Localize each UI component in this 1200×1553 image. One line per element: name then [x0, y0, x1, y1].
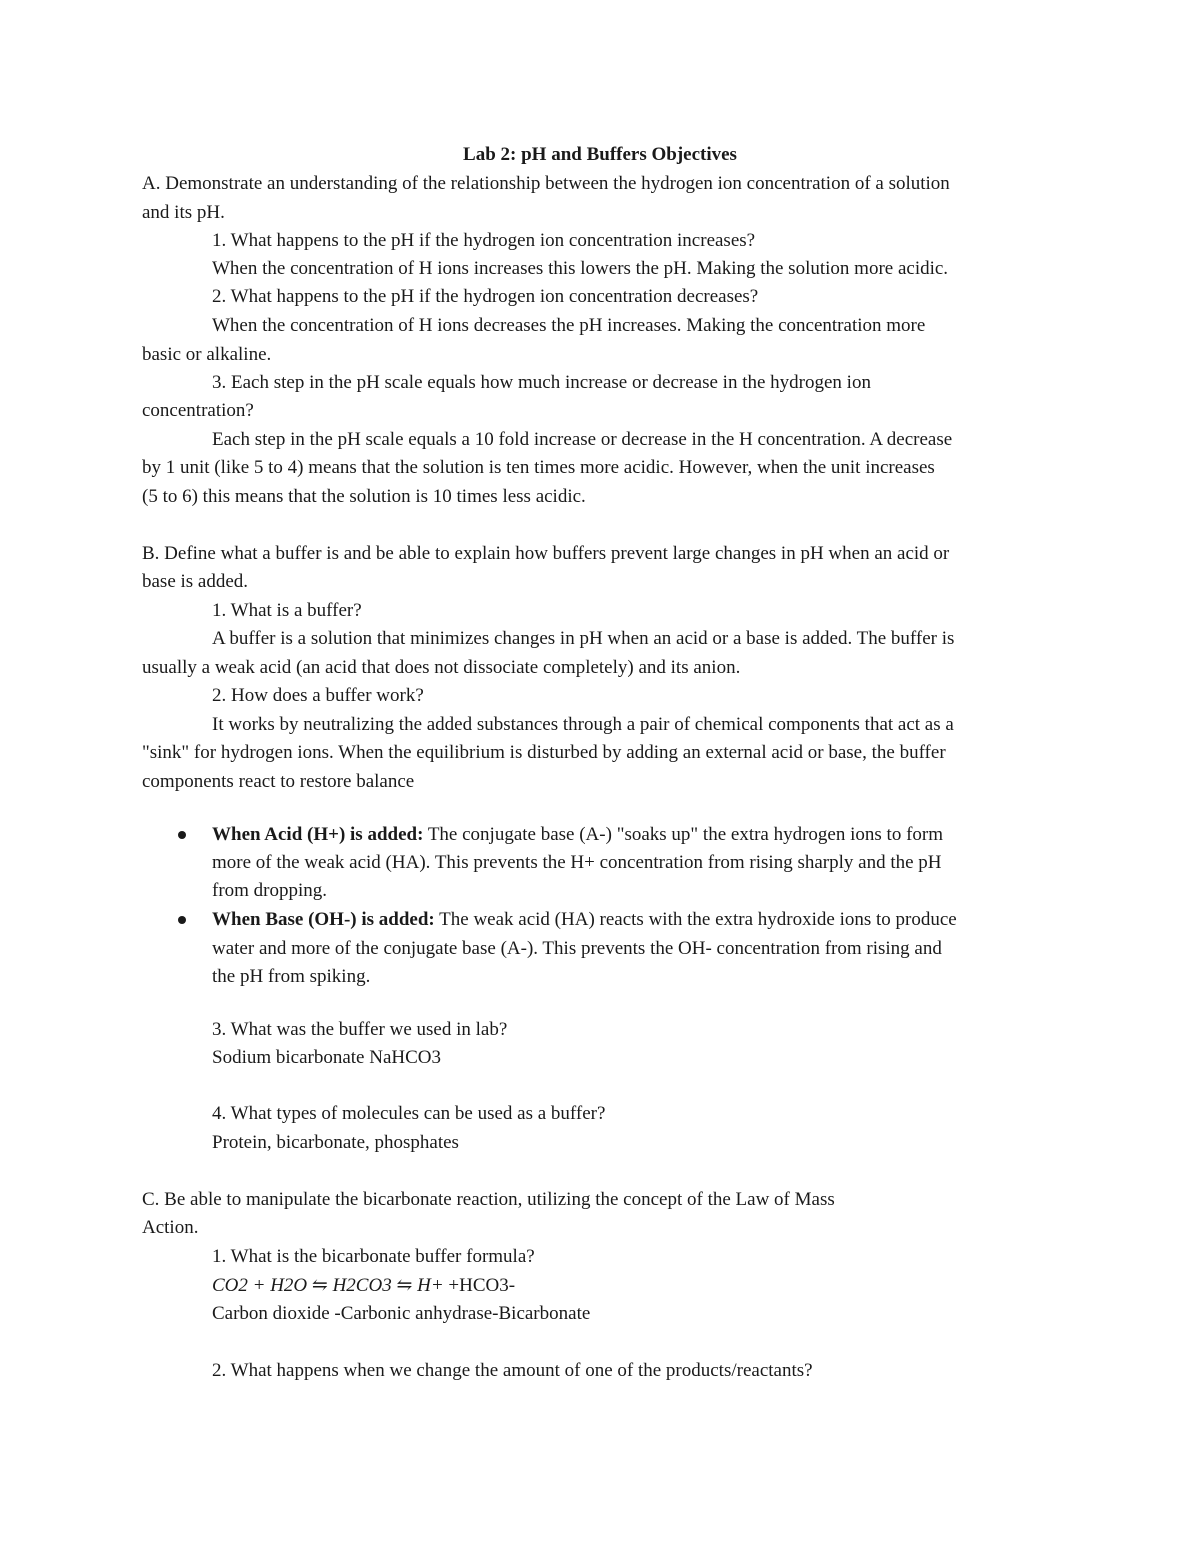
bullet-base-cont2: the pH from spiking. [212, 966, 371, 987]
question-b2: 2. How does a buffer work? [212, 685, 424, 706]
bicarbonate-formula [212, 1275, 515, 1297]
bullet-base-text: The weak acid (HA) reacts with the extra hydroxide ions to produce [434, 909, 957, 930]
answer-a2-cont: basic or alkaline. [142, 344, 272, 365]
document-title: Lab 2: pH and Buffers Objectives [463, 144, 737, 165]
bullet-acid-cont: more of the weak acid (HA). This prevents the H+ concentration from rising sharply and the pH [212, 852, 942, 873]
bullet-acid-label: When Acid (H+) is added: [212, 824, 424, 845]
bullet-dot-icon [178, 831, 186, 839]
answer-a3-cont: by 1 unit (like 5 to 4) means that the solution is ten times more acidic. However, when the unit increases [142, 457, 935, 478]
bullet-acid-text: The conjugate base (A-) "soaks up" the extra hydrogen ions to form [423, 824, 943, 845]
answer-a3-cont2: (5 to 6) this means that the solution is 10 times less acidic. [142, 486, 586, 507]
question-a3: 3. Each step in the pH scale equals how much increase or decrease in the hydrogen ion [212, 372, 871, 393]
formula-note: Carbon dioxide -Carbonic anhydrase-Bicarbonate [212, 1303, 591, 1324]
answer-a2: When the concentration of H ions decreases the pH increases. Making the concentration more [212, 315, 926, 336]
answer-b1: A buffer is a solution that minimizes changes in pH when an acid or a base is added. The buffer is [212, 628, 955, 649]
section-a-heading: A. Demonstrate an understanding of the relationship between the hydrogen ion concentration of a solution [142, 173, 950, 194]
answer-b2: It works by neutralizing the added substances through a pair of chemical components that act as a [212, 714, 954, 735]
section-a-heading-cont: and its pH. [142, 202, 225, 223]
formula-bicarbonate: +HCO3- [443, 1275, 516, 1296]
bullet-dot-icon [178, 916, 186, 924]
bullet-base-added [212, 909, 957, 931]
question-c1: 1. What is the bicarbonate buffer formula? [212, 1246, 535, 1267]
question-b3: 3. What was the buffer we used in lab? [212, 1019, 508, 1040]
question-c2: 2. What happens when we change the amount of one of the products/reactants? [212, 1360, 813, 1381]
answer-b4: Protein, bicarbonate, phosphates [212, 1132, 459, 1153]
bullet-base-cont: water and more of the conjugate base (A-). This prevents the OH- concentration from rising and [212, 938, 942, 959]
answer-b2-cont: "sink" for hydrogen ions. When the equilibrium is disturbed by adding an external acid or base, the buffer [142, 742, 946, 763]
section-b-heading: B. Define what a buffer is and be able to explain how buffers prevent large changes in pH when an acid or [142, 543, 950, 564]
bullet-acid-added [212, 824, 943, 846]
bullet-acid-cont2: from dropping. [212, 880, 328, 901]
bullet-base-label: When Base (OH-) is added: [212, 909, 435, 930]
section-b-heading-cont: base is added. [142, 571, 249, 592]
formula-equation: CO2 + H2O ⇋ H2CO3 ⇋ H+ [212, 1275, 444, 1296]
section-c-heading-cont: Action. [142, 1217, 199, 1238]
question-b4: 4. What types of molecules can be used as a buffer? [212, 1103, 606, 1124]
answer-b3: Sodium bicarbonate NaHCO3 [212, 1047, 442, 1068]
answer-a1: When the concentration of H ions increases this lowers the pH. Making the solution more acidic. [212, 258, 949, 279]
answer-b1-cont: usually a weak acid (an acid that does not dissociate completely) and its anion. [142, 657, 741, 678]
answer-a3: Each step in the pH scale equals a 10 fold increase or decrease in the H concentration. A decrease [212, 429, 953, 450]
question-a1: 1. What happens to the pH if the hydrogen ion concentration increases? [212, 230, 756, 251]
question-a3-cont: concentration? [142, 400, 254, 421]
answer-b2-cont2: components react to restore balance [142, 771, 415, 792]
question-b1: 1. What is a buffer? [212, 600, 362, 621]
question-a2: 2. What happens to the pH if the hydrogen ion concentration decreases? [212, 286, 759, 307]
section-c-heading: C. Be able to manipulate the bicarbonate reaction, utilizing the concept of the Law of Mass [142, 1189, 835, 1210]
